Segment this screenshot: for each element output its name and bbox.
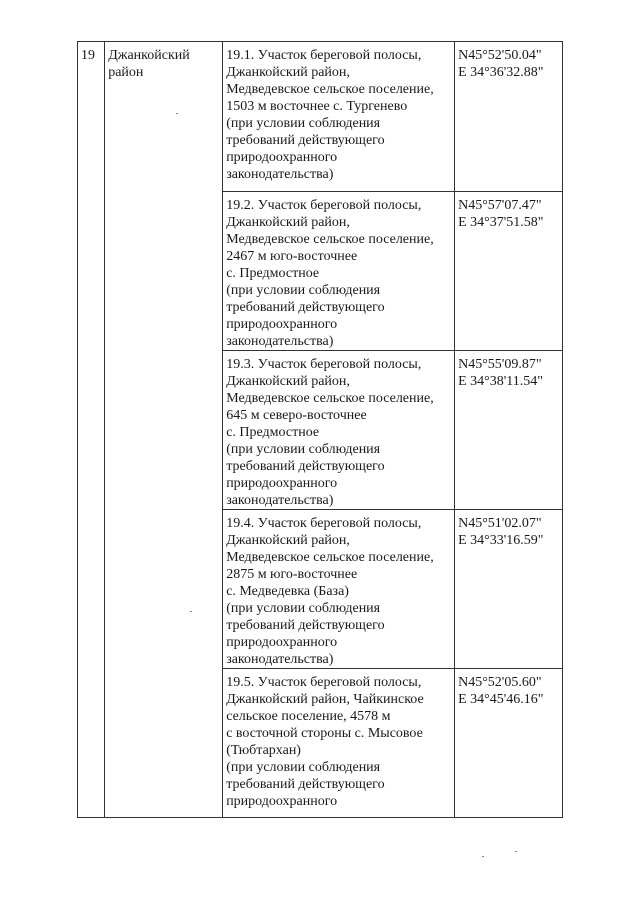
latitude: N45°51'02.07" [458,516,542,531]
coordinates-cell [455,42,563,192]
description-line: природоохранного [226,794,338,809]
description-line: 19.3. Участок береговой полосы, [226,357,422,372]
site-description-cell [223,42,455,192]
description-line: Джанкойский район, [226,533,350,548]
description-line: 19.5. Участок береговой полосы, [226,675,422,690]
longitude: E 34°36'32.88" [458,65,544,80]
longitude: E 34°38'11.54" [458,374,543,389]
latitude: N45°55'09.87" [458,357,542,372]
description-line: Джанкойский район, [226,215,350,230]
district-cell [105,42,223,818]
description-line: законодательства) [226,652,334,667]
description-line: природоохранного [226,317,338,332]
scan-speck [176,113,178,114]
district-line: район [108,65,144,80]
description-line: природоохранного [226,476,338,491]
description-line: Джанкойский район, Чайкинское [226,692,424,707]
coordinates-cell [455,351,563,510]
description-line: законодательства) [226,167,334,182]
description-line: Медведевское сельское поселение, [226,82,434,97]
scan-speck [190,611,192,612]
description-line: требований действующего [226,133,385,148]
description-line: с восточной стороны с. Мысовое [226,726,423,741]
coordinates-cell [455,192,563,351]
description-line: Медведевское сельское поселение, [226,391,434,406]
row-number-cell: 19 [78,42,105,818]
description-line: (Тюбтархан) [226,743,301,758]
description-line: с. Предмостное [226,266,320,281]
description-line: 2875 м юго-восточнее [226,567,358,582]
coordinates-cell [455,510,563,669]
scan-speck [515,851,517,852]
site-description-cell [223,192,455,351]
longitude: E 34°33'16.59" [458,533,544,548]
description-line: (при условии соблюдения [226,760,381,775]
description-line: с. Медведевка (База) [226,584,349,599]
longitude: E 34°37'51.58" [458,215,544,230]
description-line: 19.2. Участок береговой полосы, [226,198,422,213]
description-line: (при условии соблюдения [226,601,381,616]
description-line: (при условии соблюдения [226,442,381,457]
description-line: 2467 м юго-восточнее [226,249,358,264]
description-line: Джанкойский район, [226,374,350,389]
description-line: (при условии соблюдения [226,116,381,131]
description-line: законодательства) [226,493,334,508]
description-line: природоохранного [226,635,338,650]
district-line: Джанкойский [108,48,190,63]
description-line: 645 м северо-восточнее [226,408,367,423]
scan-speck [482,856,484,857]
latitude: N45°52'05.60" [458,675,542,690]
description-line: Джанкойский район, [226,65,350,80]
description-line: требований действующего [226,777,385,792]
description-line: 1503 м восточнее с. Тургенево [226,99,408,114]
description-line: с. Предмостное [226,425,320,440]
description-line: 19.4. Участок береговой полосы, [226,516,422,531]
description-line: 19.1. Участок береговой полосы, [226,48,422,63]
description-line: требований действующего [226,618,385,633]
coordinates-cell [455,669,563,818]
description-line: Медведевское сельское поселение, [226,232,434,247]
description-line: требований действующего [226,459,385,474]
site-description-cell [223,351,455,510]
description-line: природоохранного [226,150,338,165]
latitude: N45°57'07.47" [458,198,542,213]
longitude: E 34°45'46.16" [458,692,544,707]
description-line: (при условии соблюдения [226,283,381,298]
sites-table [77,41,563,818]
site-description-cell [223,510,455,669]
site-description-cell [223,669,455,818]
table-row [78,42,563,192]
description-line: Медведевское сельское поселение, [226,550,434,565]
description-line: сельское поселение, 4578 м [226,709,391,724]
description-line: требований действующего [226,300,385,315]
latitude: N45°52'50.04" [458,48,542,63]
description-line: законодательства) [226,334,334,349]
